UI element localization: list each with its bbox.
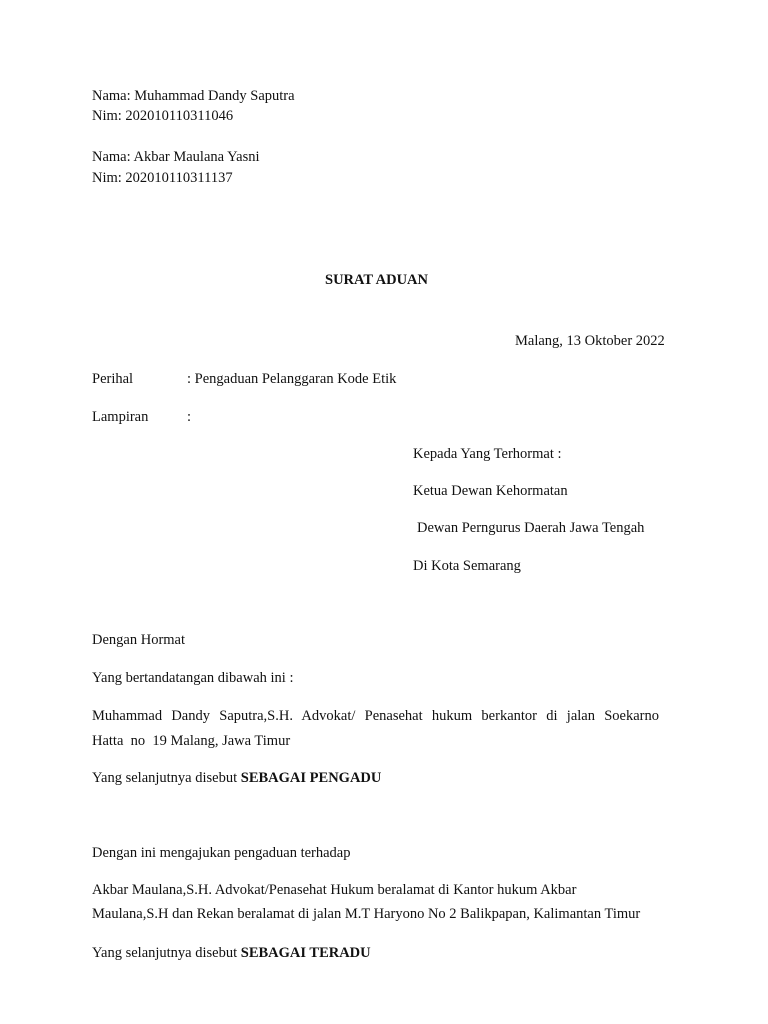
respondent-line-1: Akbar Maulana,S.H. Advokat/Penasehat Hukum beralamat di Kantor hukum Akbar — [92, 882, 577, 898]
recipient-city: Di Kota Semarang — [413, 558, 521, 574]
author-1-name: Nama: Muhammad Dandy Saputra — [92, 88, 295, 104]
perihal-row — [92, 370, 492, 388]
respondent-role: SEBAGAI TERADU — [240, 945, 371, 961]
author-2-name: Nama: Akbar Maulana Yasni — [92, 149, 260, 165]
complainant-line-2: Hatta no 19 Malang, Jawa Timur — [92, 733, 291, 749]
perihal-label: Perihal — [92, 371, 134, 387]
document-title: SURAT ADUAN — [325, 272, 428, 288]
respondent-designation-prefix: Yang selanjutnya disebut — [92, 945, 241, 961]
complainant-role: SEBAGAI PENGADU — [240, 770, 382, 786]
author-1-nim: Nim: 202010110311046 — [92, 108, 234, 124]
greeting: Dengan Hormat — [92, 632, 186, 648]
complainant-designation — [92, 769, 381, 787]
complainant-line-1: Muhammad Dandy Saputra,S.H. Advokat/ Penasehat hukum berkantor di jalan Soekarno — [92, 708, 659, 724]
undersigned-intro: Yang bertandatangan dibawah ini : — [92, 670, 294, 686]
perihal-value: : Pengaduan Pelanggaran Kode Etik — [187, 371, 397, 387]
recipient-position: Ketua Dewan Kehormatan — [413, 483, 568, 499]
lampiran-value: : — [187, 409, 192, 425]
recipient-organization: Dewan Perngurus Daerah Jawa Tengah — [417, 520, 645, 536]
lampiran-label: Lampiran — [92, 409, 149, 425]
lampiran-row — [92, 408, 492, 426]
complainant-designation-prefix: Yang selanjutnya disebut — [92, 770, 241, 786]
letter-date: Malang, 13 Oktober 2022 — [515, 333, 665, 349]
respondent-line-2: Maulana,S.H dan Rekan beralamat di jalan M.T Haryono No 2 Balikpapan, Kalimantan Timur — [92, 906, 641, 922]
respondent-designation — [92, 944, 371, 962]
author-2-nim: Nim: 202010110311137 — [92, 170, 233, 186]
recipient-salutation: Kepada Yang Terhormat : — [413, 446, 562, 462]
complaint-intro: Dengan ini mengajukan pengaduan terhadap — [92, 845, 351, 861]
